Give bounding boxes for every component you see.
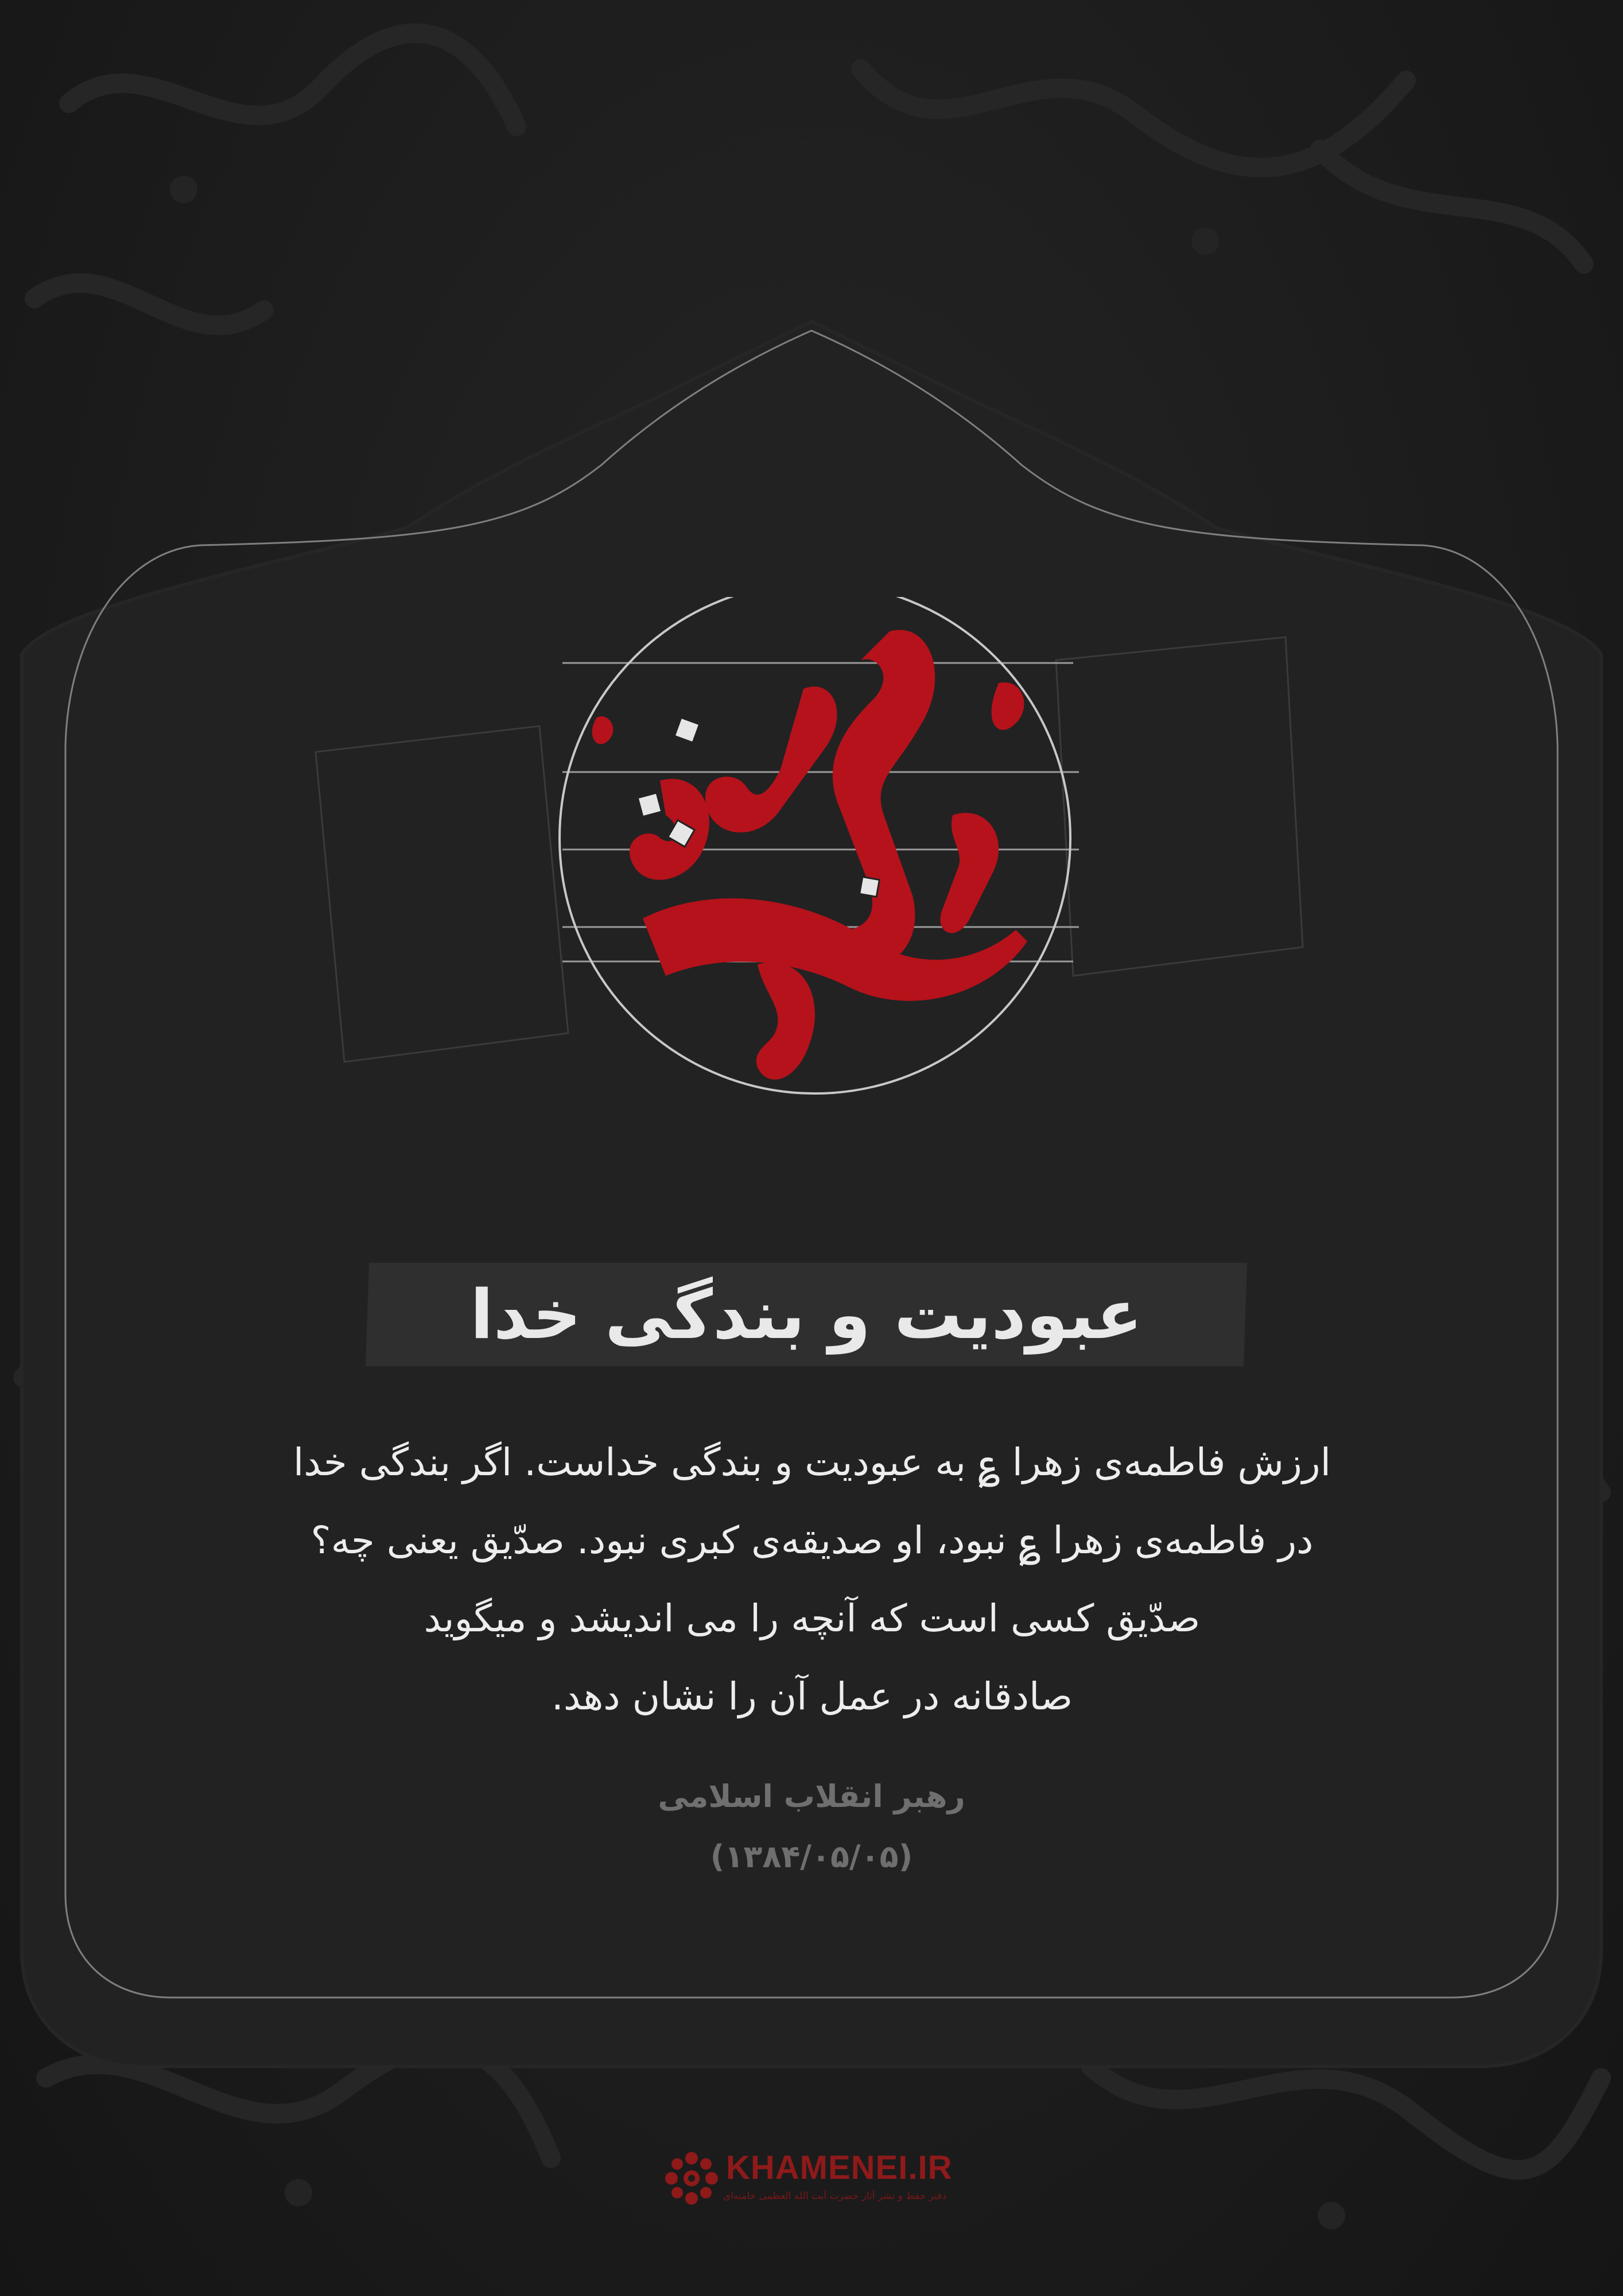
emblem-right-frame	[1056, 637, 1303, 976]
logo-subtitle: دفتر حفظ و نشر آثار حضرت آیت الله العظمی خامنه‌ای	[723, 2190, 946, 2202]
logo-name: KHAMENEI.IR	[726, 2149, 953, 2186]
heading-title: عبودیت و بندگی خدا	[470, 1275, 1143, 1354]
attribution: رهبر انقلاب اسلامی	[658, 1778, 965, 1814]
red-calligraphy	[592, 630, 1027, 1079]
quote-line: صدّیق کسی است که آنچه را می اندیشد و میگوید	[424, 1596, 1201, 1640]
site-logo[interactable]	[654, 2141, 976, 2216]
quote-line: صادقانه در عمل آن را نشان دهد.	[551, 1674, 1073, 1719]
quote-line: ارزش فاطمه‌ی زهرا ؏ به عبودیت و بندگی خداست. اگر بندگی خدا	[293, 1440, 1331, 1484]
khamenei-logo-icon	[660, 2147, 723, 2210]
quote-line: در فاطمه‌ی زهرا ؏ نبود، او صدیقه‌ی کبری نبود. صدّیق یعنی چه؟	[310, 1518, 1314, 1562]
quote-body	[218, 1424, 1406, 1736]
calligraphy-emblem	[310, 597, 1320, 1125]
quote-date: (۱۳۸۴/۰۵/۰۵)	[710, 1839, 913, 1875]
emblem-left-frame	[316, 726, 568, 1062]
